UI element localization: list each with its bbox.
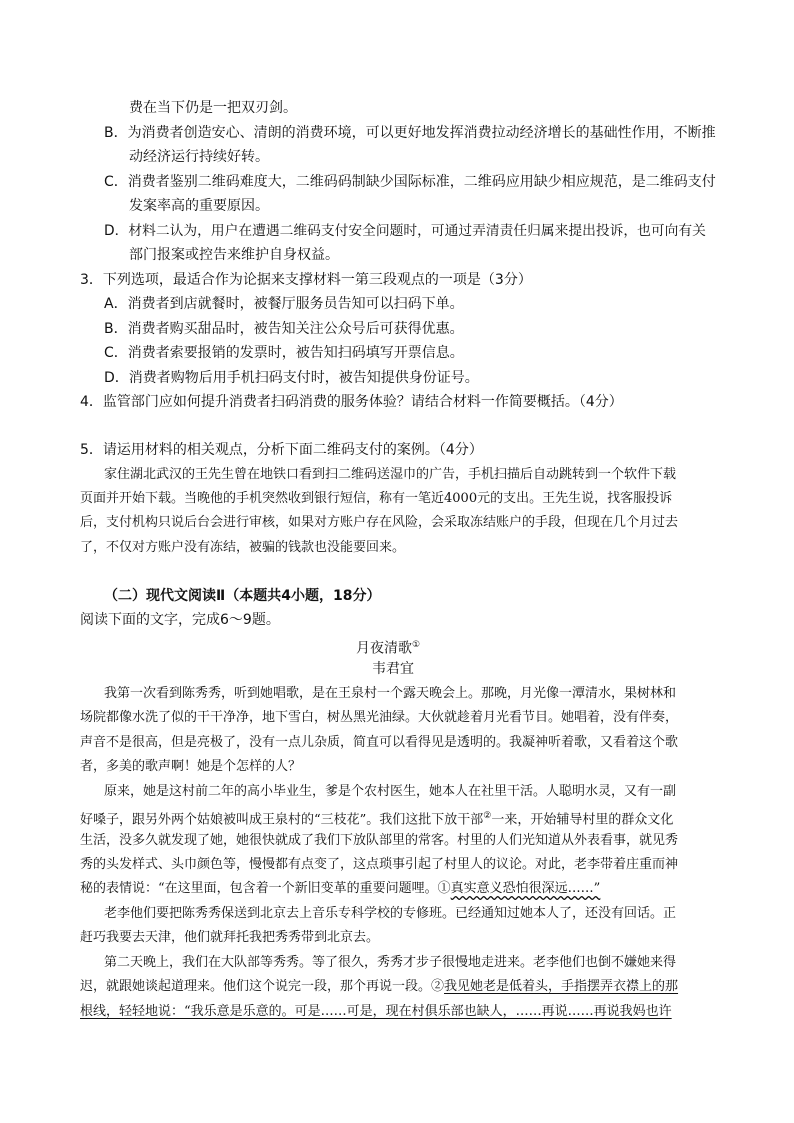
q5-case-line: 后，支付机构只说后台会进行审核，如果对方账户存在风险，会采取冻结账户的手段，但现在几个月过去: [80, 515, 679, 530]
q3-option-b: B．消费者购买甜品时，被告知关注公众号后可获得优惠。: [104, 321, 464, 337]
q3-option-a: A．消费者到店就餐时，被餐厅服务员告知可以扫码下单。: [104, 296, 464, 312]
marker-2: ②: [431, 979, 445, 994]
q5-case-line: 页面并开始下载。当晚他的手机突然收到银行短信，称有一笔近4000元的支出。王先生说，找客服投诉: [80, 491, 673, 506]
passage-line: 原来，她是这村前二年的高小毕业生，爹是个农村医生，她本人在社里干活。人聪明水灵，又有一副: [104, 784, 677, 799]
passage-line: 者，多美的歌声啊！她是个怎样的人？: [80, 759, 302, 774]
q2-option-d-cont: 部门报案或控告来维护自身权益。: [129, 247, 339, 263]
underlined-sentence-1: 真实意义恐怕很深远……”: [450, 881, 601, 896]
passage-line: 好嗓子，跟另外两个姑娘被叫成王泉村的“三枝花”。我们这批下放干部②一来，开始辅导村里的群众文化: [80, 811, 674, 828]
passage-line: 我第一次看到陈秀秀，听到她唱歌，是在王泉村一个露天晚会上。那晚，月光像一潭清水，果树林和: [104, 686, 677, 701]
q2-option-b: B．为消费者创造安心、清朗的消费环境，可以更好地发挥消费拉动经济增长的基础性作用，不断推: [104, 125, 716, 141]
passage-line: 场院都像水洗了似的干干净净，地下雪白，树丛黑光油绿。大伙就趁着月光看节目。她唱着，没有伴奏，: [80, 710, 679, 725]
passage-line: 赶巧我要去天津，他们就拜托我把秀秀带到北京去。: [80, 930, 380, 945]
q2-option-b-cont: 动经济运行持续好转。: [129, 149, 269, 165]
q3-option-c: C．消费者索要报销的发票时，被告知扫码填写开票信息。: [104, 345, 464, 361]
passage-line: 秀的头发样式、头巾颜色等，慢慢都有点变了，这点琐事引起了村里人的议论。对此，老李带着庄重而神: [80, 857, 679, 872]
passage-line: 迟，就跟她谈起道理来。他们这个说完一段，那个再说一段。②我见她老是低着头，手指摆弄衣襟上的那: [80, 979, 679, 994]
q3-stem: 3．下列选项，最适合作为论据来支撑材料一第三段观点的一项是（3分）: [80, 272, 532, 288]
passage-line: 生活，没多久就发现了她，她很快就成了我们下放队部里的常客。村里的人们光知道从外表看事，就见秀: [80, 833, 679, 848]
passage-line: 秘的表情说：“在这里面，包含着一个新旧变革的重要问题哩。①真实意义恐怕很深远……”: [80, 881, 601, 896]
q4-stem: 4．监管部门应如何提升消费者扫码消费的服务体验？请结合材料一作简要概括。（4分）: [80, 394, 623, 410]
passage-line: 老李他们要把陈秀秀保送到北京去上音乐专科学校的专修班。已经通知过她本人了，还没有回话。正: [104, 906, 677, 921]
passage-author: 韦君宜: [372, 661, 414, 677]
passage-title: 月夜清歌①: [356, 640, 421, 657]
q2-option-a-tail: 费在当下仍是一把双刃剑。: [129, 100, 297, 116]
passage-line: 声音不是很高，但是亮极了，没有一点儿杂质，简直可以看得见是透明的。我凝神听着歌，又看着这个歌: [80, 735, 679, 750]
underlined-sentence-2: 我见她老是低着头，手指摆弄衣襟上的那: [444, 979, 679, 994]
q5-stem: 5．请运用材料的相关观点，分析下面二维码支付的案例。（4分）: [80, 442, 483, 458]
underlined-sentence-2-cont: 根线，轻轻地说：“我乐意是乐意的。可是……可是，现在村俱乐部也缺人，……再说……再说我妈也许: [80, 1004, 672, 1019]
section-heading: （二）现代文阅读Ⅱ（本题共4小题，18分）: [104, 588, 381, 604]
q2-option-c: C．消费者鉴别二维码难度大，二维码码制缺少国际标准，二维码应用缺少相应规范，是二维码支付: [104, 174, 716, 190]
passage-line: 第二天晚上，我们在大队部等秀秀。等了很久，秀秀才步子很慢地走进来。老李他们也倒不嫌她来得: [104, 955, 677, 970]
q3-option-d: D．消费者购物后用手机扫码支付时，被告知提供身份证号。: [104, 370, 479, 386]
q5-case-line: 了，不仅对方账户没有冻结，被骗的钱款也没能要回来。: [80, 540, 406, 555]
q2-option-d: D．材料二认为，用户在遭遇二维码支付安全问题时，可通过弄清责任归属来提出投诉，也可向有关: [104, 223, 706, 239]
section-instruction: 阅读下面的文字，完成6～9题。: [80, 612, 280, 628]
marker-1: ①: [437, 881, 451, 896]
q5-case-line: 家住湖北武汉的王先生曾在地铁口看到扫二维码送湿巾的广告，手机扫描后自动跳转到一个软件下载: [104, 467, 677, 482]
q2-option-c-cont: 发案率高的重要原因。: [129, 198, 269, 214]
